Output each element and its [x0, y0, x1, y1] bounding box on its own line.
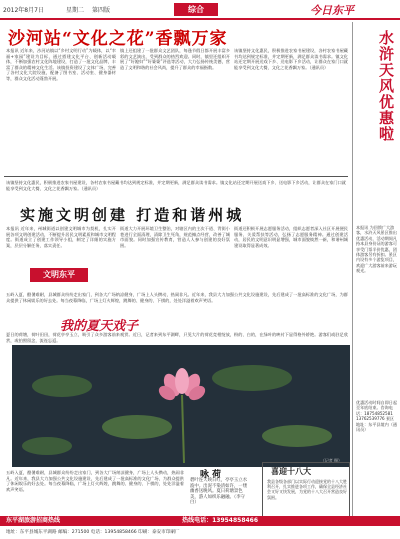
article-2-col-1: 本报讯 近年来，州城街道以创建文明城市为契机，扎实开展各项文明创建活动，不断提升居民文明素质和城市文明程度。街道成立了创建工作领导小组，制定了详细的实施方案，层层分解任务，落实责任。	[6, 226, 116, 248]
article-1-col-2: 镇上还组建了一批群众文艺团队，每逢节假日都开展丰富多彩的文艺演出，受到群众的热烈欢迎。同时，镇里还组织开展了“好媳妇”“好婆婆”评选等活动，大力弘扬传统美德，营造了文明和谐的社会风尚，提升了群众的幸福指数。	[120, 48, 230, 70]
article-3: 五岭入夏，酷暑难耐，县城群众纷纷走出家门，到各大广场纳凉健身，广场上人头攒动，热闹非凡。近年来，我县大力加强公共文化设施建设，先后建成了一批高标准的文化广场，为群众提供了休闲娱乐的好去处。每当夜幕降临，广场上灯火辉煌，跳舞的、健身的、下棋的，处处洋溢着欢声笑语。	[6, 292, 348, 303]
article-1-col-1: 本报讯 近年来，沙河站镇以“乡村文明行动”为载体，以“幸福+家园”建设为目标，通过搭建文化平台、创新活动载体，不断加强农村文化阵地建设，打造了一批文化品牌，丰富了群众的精神文化生活。该镇投资建设了文体广场，完善了各村文化大院设施，配备了图书室、活动室、健身器材等，群众文化活动蓬勃开展。	[6, 48, 116, 81]
article-2-col-3: 街道还积极开展志愿服务活动，组织志愿者深入社区开展便民服务、关爱帮扶等活动，弘扬了志愿服务精神。通过创建活动，居民的文明意识明显增强，城市面貌焕然一新，和谐州城建设取得显著成效。	[234, 226, 348, 248]
poem-text: 碧叶连天映日红，亭亭玉立水波中。出泥不染清如许，一缕幽香送晚风。夏日荷塘景色美，游人如织乐融融。（李守白）	[190, 478, 248, 506]
section-badge: 综合	[174, 3, 218, 16]
congress-box	[262, 462, 350, 520]
right-column-text-lower: 优惠活动时间自即日起至年底结束。咨询电话：18754852581 13762539776 景区地址：东平县境内（通讯员）	[356, 400, 397, 433]
ad-text: 东平湖旅游招商热线	[6, 517, 61, 524]
headline-2: 实施文明创建 打造和谐州城	[20, 206, 245, 224]
article-2-col-2: 街道大力开展环境卫生整治，对辖区内的主次干道、背街小巷进行全面清理，清除卫生死角，规范摊点经营，改善了城市面貌。同时加强宣传教育，营造人人参与创建的良好氛围。	[120, 226, 230, 248]
column-tag: 文明东平	[30, 268, 88, 282]
lotus-photo	[12, 345, 350, 467]
right-column-rule	[352, 22, 353, 522]
newspaper-logo: 今日东平	[310, 4, 354, 17]
header-rule	[0, 18, 400, 20]
article-2-lead: 该镇坚持文化惠民，积极推进农家书屋建设，各村农家书屋藏书均达到规定标准，并定期更新，满足群众读书需求。镇文化站还定期开展送戏下乡、送电影下乡活动，让群众在家门口就能享受到文化大餐，文化之花香飘万家。（通讯员）	[6, 180, 346, 191]
headline-1: 沙河站“文化之花”香飘万家	[8, 29, 228, 49]
masthead-bar	[0, 0, 400, 20]
page-number: 第四版	[92, 7, 111, 14]
footer-info: 地址：东平县城东平湖路 邮编：271500 电话：13954858466 印刷：泰安市印刷厂	[6, 530, 180, 535]
article-1-col-3: 该镇坚持文化惠民，积极推进农家书屋建设，各村农家书屋藏书均达到规定标准，并定期更新，满足群众读书需求。镇文化站还定期开展送戏下乡、送电影下乡活动，让群众在家门口就能享受到文化大餐，文化之花香飘万家。（通讯员）	[234, 48, 348, 70]
issue-weekday: 星期二	[66, 7, 85, 14]
ad-banner	[0, 516, 400, 526]
calligraphy-title: 我的夏天戏子	[60, 319, 139, 334]
right-column-headline: 水浒天风优惠啦	[377, 30, 395, 142]
right-column-text-upper: 本报讯 为回馈广大游客，水浒天风景区推出优惠活动，活动期间凡持本县身份证的游客可享受门票半价优惠，团体游客另有折扣。景区内设有多个游览项目，欢迎广大游客前来游玩观光。	[356, 225, 397, 274]
lotus-flower-icon	[12, 345, 350, 467]
section-divider	[4, 176, 348, 177]
box-title: 喜迎十八大	[271, 466, 311, 476]
article-5: 五岭入夏，酷暑难耐，县城群众纷纷走出家门，到各大广场纳凉健身，广场上人头攒动，热闹非凡。近年来，我县大力加强公共文化设施建设，先后建成了一批高标准的文化广场，为群众提供了休闲娱乐的好去处。每当夜幕降临，广场上灯火辉煌，跳舞的、健身的、下棋的，处处洋溢着欢声笑语。	[6, 470, 184, 492]
article-4: 夏日的荷塘，荷叶田田，荷花亭亭玉立，吸引了众多游客前来观赏。近日，记者来到东平湖畔，只见大片的荷花竞相绽放，粉的、白的，在绿叶的映衬下显得格外娇艳。游客们或驻足欣赏，或拍照留念，流连忘返。	[6, 332, 348, 343]
ad-hotline: 热线电话：13954858466	[182, 517, 259, 524]
box-text: 我县各级各部门以实际行动迎接党的十八大胜利召开，扎实推进各项工作，确保全县经济社会又好又快发展，为党的十八大召开营造良好氛围。	[267, 479, 347, 500]
issue-date: 2012年8月7日	[3, 7, 44, 14]
photo-credit: （记者 摄）	[320, 458, 342, 463]
poem-title: 咏荷	[200, 470, 225, 480]
